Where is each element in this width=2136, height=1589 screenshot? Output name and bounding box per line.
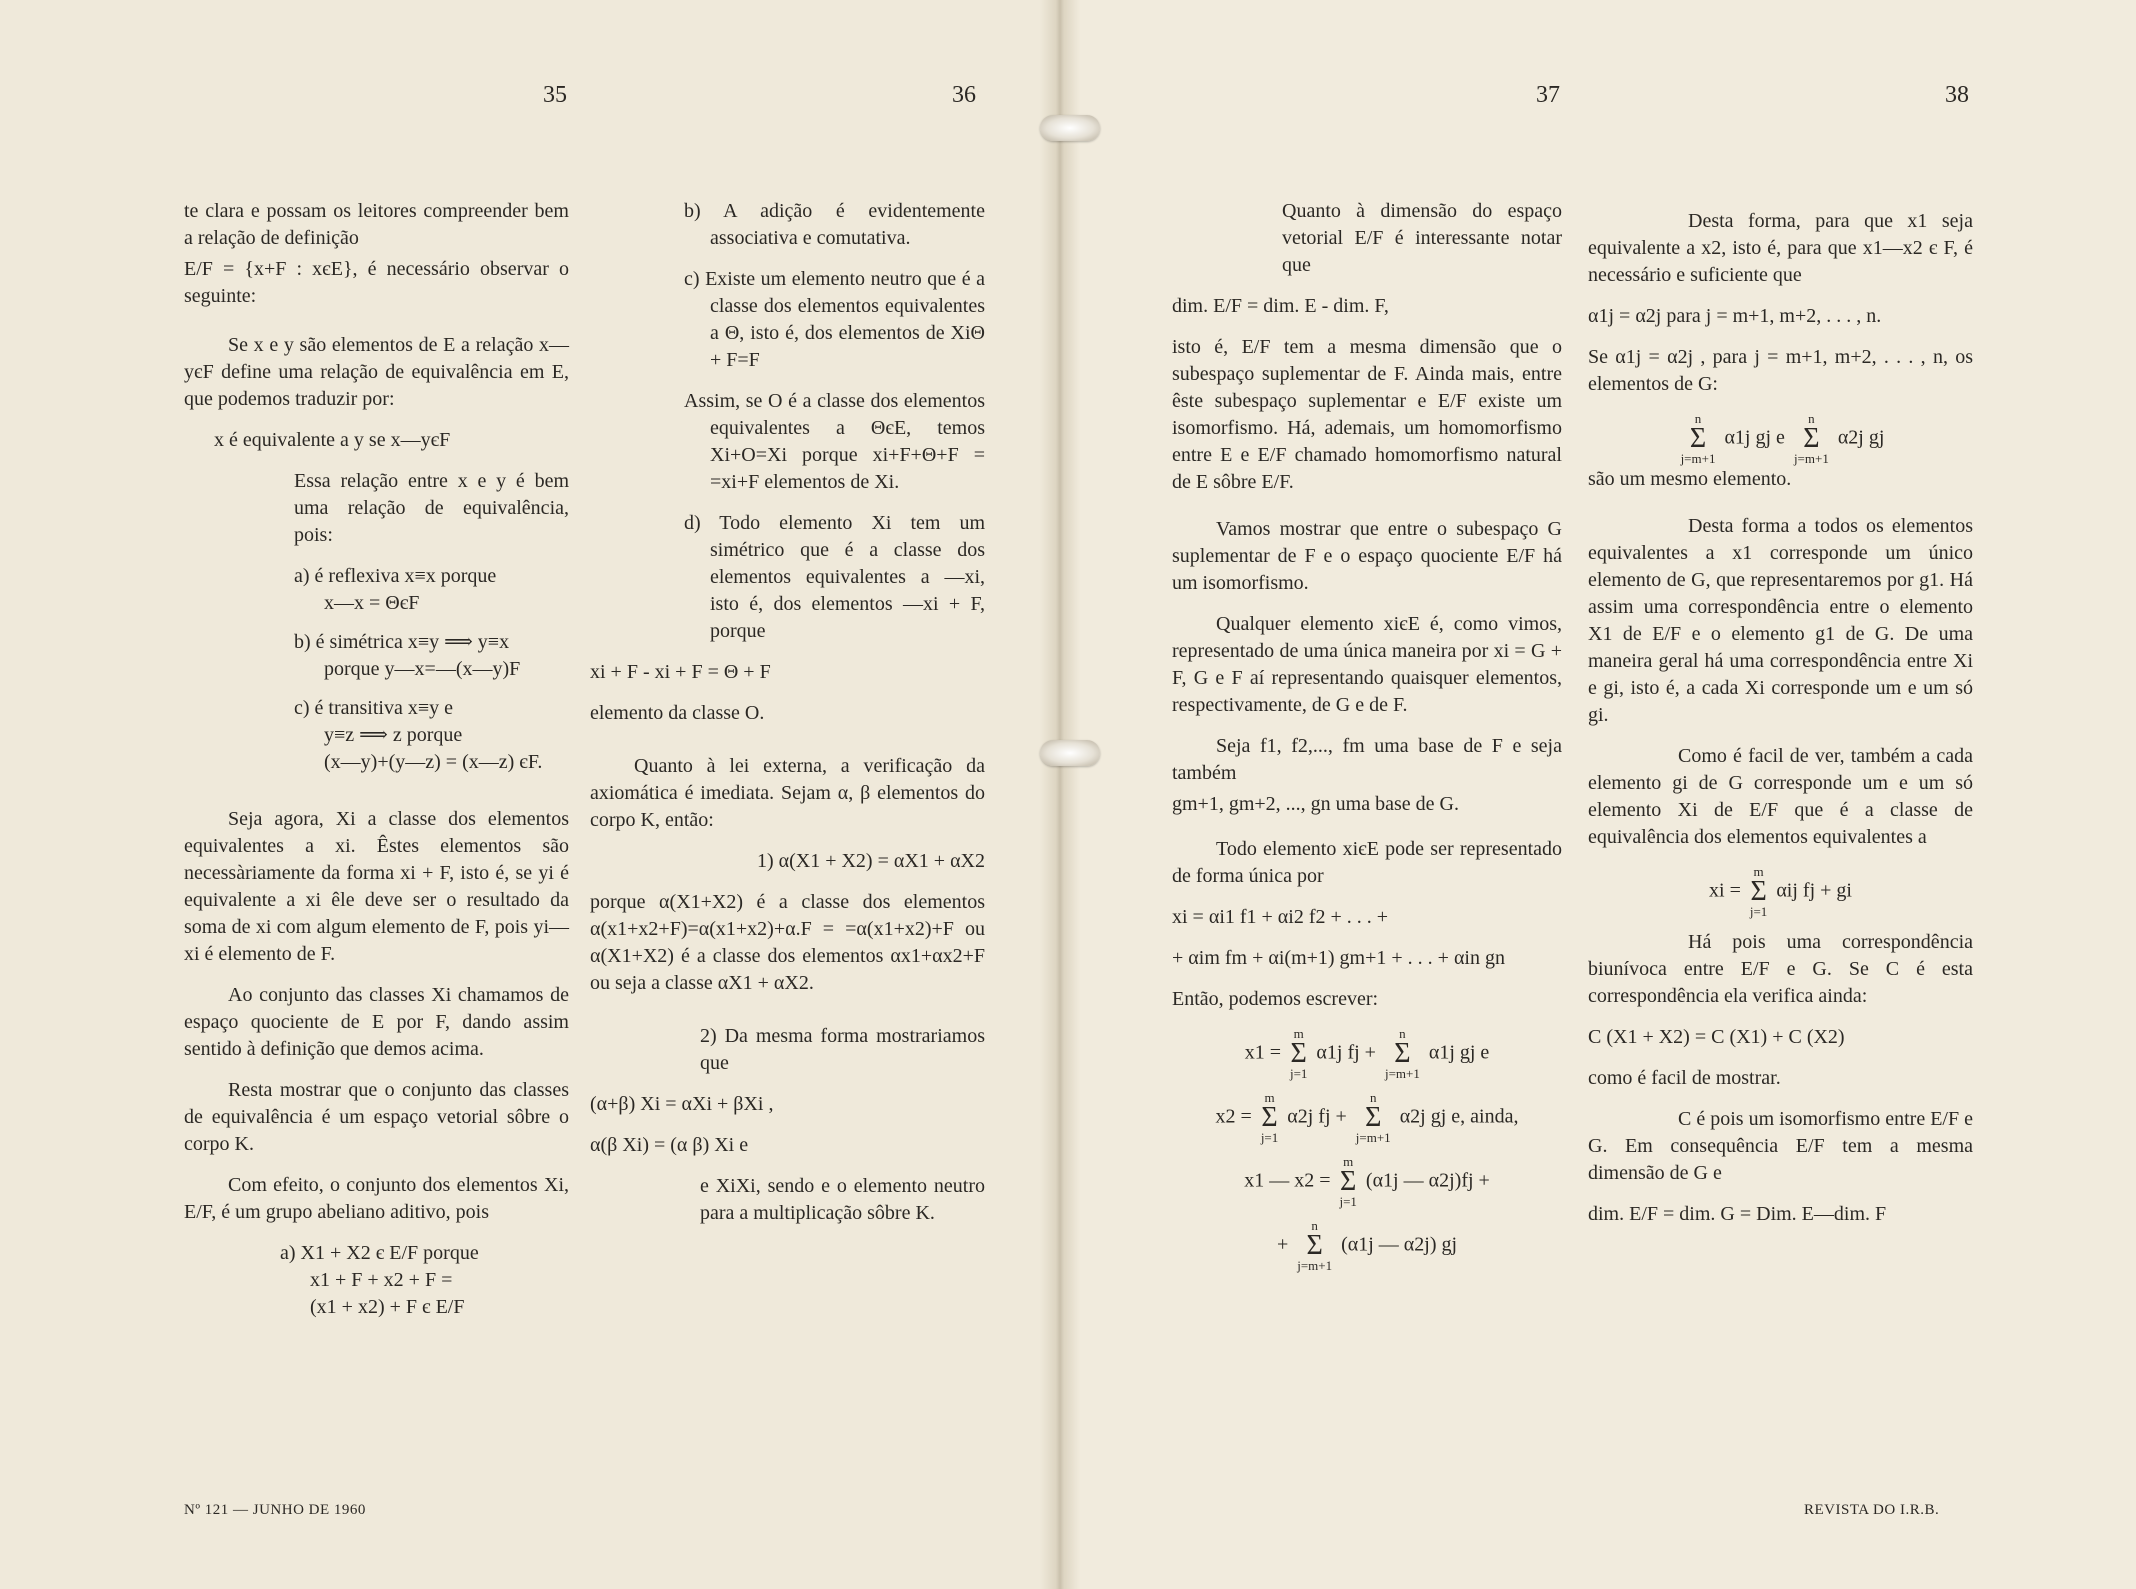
equation: xi = αi1 f1 + αi2 f2 + . . . + [1172,906,1389,928]
sum-symbol: n Σ j=m+1 [1793,411,1829,466]
paragraph: Quanto à lei externa, a verificação da axiomática é imediata. Sejam α, β elementos do corpo K, então: [590,755,985,831]
eq-lhs: x1 = [1244,1041,1281,1064]
paragraph: porque α(X1+X2) é a classe dos elementos α(x1+x2+F)=α(x1+x2)+α.F = =α(x1+x2)+F ou α(X1+X2) é a classe dos elementos αx1+αx2+F ou seja a classe αX1 + αX2. [590,891,985,994]
eq-term: α2j gj [1837,426,1885,449]
paragraph: C é pois um isomorfismo entre E/F e G. Em consequência E/F tem a mesma dimensão de G e [1588,1108,1973,1184]
paragraph: Com efeito, o conjunto dos elementos Xi, E/F, é um grupo abeliano aditivo, pois [184,1174,569,1223]
list-item: d) Todo elemento Xi tem um simétrico que é a classe dos elementos equivalentes a —xi, isto é, dos elementos —xi + F, porque [684,512,985,642]
paragraph: isto é, E/F tem a mesma dimensão que o subespaço suplementar de F. Ainda mais, entre êste subespaço suplementar e E/F existe um isomorfismo. Há, ademais, um homomorfismo entre E e E/F chamado homomorfismo natural de E sôbre E/F. [1172,336,1562,493]
equation-xi [1588,865,1973,919]
page-number-36: 36 [952,82,976,108]
paragraph: Se x e y são elementos de E a relação x—yєF define uma relação de equivalência em E, que podemos traduzir por: [184,334,569,410]
list-item: (x1 + x2) + F є E/F [310,1296,465,1318]
paragraph: Assim, se O é a classe dos elementos equivalentes a ΘєE, temos Xi+O=Xi porque xi+F+Θ+F = =xi+F elementos de Xi. [684,390,985,493]
equation: dim. E/F = dim. E - dim. F, [1172,295,1389,317]
sum-lower: j=1 [1289,1066,1308,1081]
sum-lower: j=m+1 [1297,1258,1333,1273]
list-item: y≡z ⟹ z porque [324,724,463,746]
list-item: x1 + F + x2 + F = [310,1269,453,1291]
sum-lower: j=m+1 [1680,451,1716,466]
eq-term: α2j gj e, ainda, [1399,1105,1519,1128]
sum-upper: m [1264,1090,1275,1105]
equation: dim. E/F = dim. G = Dim. E—dim. F [1588,1203,1887,1225]
paragraph: 2) Da mesma forma mostrariamos que [700,1025,985,1074]
eq-term: α2j fj + [1287,1105,1347,1128]
sum-lower: j=1 [1260,1130,1279,1145]
list-item: b) A adição é evidentemente associativa e comutativa. [684,200,985,249]
paragraph: são um mesmo elemento. [1588,468,1792,490]
page-35-column [184,198,569,1321]
paragraph: Então, podemos escrever: [1172,988,1379,1010]
page-37-column [1172,198,1562,1283]
sum-upper: m [1293,1026,1304,1041]
eq-term: α1j gj e [1428,1041,1490,1064]
binding-staple-bottom [1040,740,1100,766]
sum-lower: j=m+1 [1793,451,1829,466]
eq-term: (α1j — α2j)fj + [1365,1169,1490,1192]
paragraph: Ao conjunto das classes Xi chamamos de espaço quociente de E por F, dando assim sentido à definição que demos acima. [184,984,569,1060]
page-number-38: 38 [1945,82,1969,108]
paragraph: Quanto à dimensão do espaço vetorial E/F é interessante notar que [1282,200,1562,276]
sum-symbol: m Σ j=1 [1339,1154,1357,1209]
equation-x1 [1172,1027,1562,1081]
eq-term: α1j fj + [1316,1041,1376,1064]
list-item: x—x = ΘєF [324,592,420,614]
eq-term: α1j gj [1724,426,1772,449]
paragraph: Há pois uma correspondência biunívoca entre E/F e G. Se C é esta correspondência ela verifica ainda: [1588,931,1973,1007]
sum-lower: j=1 [1339,1194,1357,1209]
equation-x2 [1172,1091,1562,1145]
list-item: b) é simétrica x≡y ⟹ y≡x [294,631,510,653]
footer-journal: REVISTA DO I.R.B. [1804,1502,1940,1518]
sum-lower: j=m+1 [1384,1066,1420,1081]
list-item: c) é transitiva x≡y e [294,697,453,719]
list-item: a) é reflexiva x≡x porque [294,565,497,587]
sum-symbol: n Σ j=m+1 [1680,411,1716,466]
sum-symbol: n Σ j=m+1 [1384,1026,1420,1081]
paragraph: Essa relação entre x e y é bem uma relação de equivalência, pois: [294,470,569,546]
equation-definition: E/F = {x+F : xєE}, é necessário observar o seguinte: [184,258,569,307]
paragraph: e XiXi, sendo e o elemento neutro para a multiplicação sôbre K. [700,1175,985,1224]
sum-lower: j=1 [1749,904,1768,919]
list-item: a) X1 + X2 є E/F porque [280,1242,479,1264]
sum-symbol: n Σ j=m+1 [1355,1090,1391,1145]
sum-upper: n [1808,411,1815,426]
equation: xi + F - xi + F = Θ + F [590,661,771,683]
paragraph: Se α1j = α2j , para j = m+1, m+2, . . . , n, os elementos de G: [1588,346,1973,395]
paragraph: elemento da classe O. [590,702,765,724]
paragraph: Desta forma, para que x1 seja equivalente a x2, isto é, para que x1—x2 є F, é necessário e suficiente que [1588,210,1973,286]
eq-term: αij fj + gi [1776,879,1852,902]
eq-term: e [1776,426,1785,449]
paragraph: Todo elemento xiєE pode ser representado de forma única por [1172,838,1562,887]
list-item: (x—y)+(y—z) = (x—z) єF. [324,751,543,773]
eq-term: (α1j — α2j) gj [1341,1233,1458,1256]
equation-difference [1172,1155,1562,1209]
paragraph: Resta mostrar que o conjunto das classes de equivalência é um espaço vetorial sôbre o corpo K. [184,1079,569,1155]
paragraph: Desta forma a todos os elementos equivalentes a x1 corresponde um único elemento de G, que representaremos por g1. Há assim uma correspondência entre o elemento X1 de E/F e o elemento g1 de G. De uma maneira geral há uma correspondência entre Xi e gi, isto é, a cada Xi corresponde um e um só gi. [1588,515,1973,726]
sum-symbol: m Σ j=1 [1749,864,1768,919]
page-number-37: 37 [1536,82,1560,108]
sum-symbol: n Σ j=m+1 [1297,1218,1333,1273]
paragraph: como é facil de mostrar. [1588,1067,1781,1089]
list-item: c) Existe um elemento neutro que é a classe dos elementos equivalentes a Θ, isto é, dos elementos de XiΘ + F=F [684,268,985,371]
equation: 1) α(X1 + X2) = αX1 + αX2 [756,850,985,872]
paragraph: Qualquer elemento xiєE é, como vimos, representado de uma única maneira por xi = G + F, G e F aí representando quaisquer elementos, respectivamente, de G e de F. [1172,613,1562,716]
equation: + αim fm + αi(m+1) gm+1 + . . . + αin gn [1172,947,1505,969]
page-38-column [1588,208,1973,1242]
footer-issue: Nº 121 — JUNHO DE 1960 [184,1502,366,1518]
sum-upper: n [1311,1218,1318,1233]
sum-upper: n [1694,411,1702,426]
sum-symbol: m Σ j=1 [1289,1026,1308,1081]
paragraph: Seja f1, f2,..., fm uma base de F e seja também [1172,735,1562,784]
sum-upper: m [1753,864,1764,879]
book-gutter [1040,0,1080,1589]
eq-lhs: x1 — x2 = [1244,1169,1331,1192]
paragraph: Vamos mostrar que entre o subespaço G suplementar de F e o espaço quociente E/F há um isomorfismo. [1172,518,1562,594]
sum-upper: n [1369,1090,1377,1105]
equation-difference-cont: + n Σ j=m+1 (α1j — α2j) gj [1276,1218,1458,1273]
eq-lhs: xi = [1709,879,1741,902]
equation-sums [1588,412,1973,466]
equation: C (X1 + X2) = C (X1) + C (X2) [1588,1026,1845,1048]
eq-lhs: x2 = [1215,1105,1252,1128]
equation: (α+β) Xi = αXi + βXi , [590,1093,774,1115]
page-36-column [590,198,985,1241]
sum-upper: n [1399,1026,1406,1041]
sum-lower: j=m+1 [1355,1130,1391,1145]
paragraph: te clara e possam os leitores compreender bem a relação de definição [184,200,569,249]
binding-staple-top [1040,115,1100,141]
equation: α1j = α2j para j = m+1, m+2, . . . , n. [1588,305,1882,327]
equation: gm+1, gm+2, ..., gn uma base de G. [1172,793,1459,815]
relation-statement: x é equivalente a y se x—yєF [214,429,451,451]
paragraph: Como é facil de ver, também a cada elemento gi de G corresponde um e um só elemento Xi de E/F que é a classe de equivalência dos elementos equivalentes a [1588,745,1973,848]
sum-symbol: m Σ j=1 [1260,1090,1279,1145]
equation: α(β Xi) = (α β) Xi e [590,1134,749,1156]
page-number-35: 35 [543,82,567,108]
paragraph: Seja agora, Xi a classe dos elementos equivalentes a xi. Êstes elementos são necessàriamente da forma xi + F, isto é, se yi é equivalente a xi êle deve ser o resultado da soma de xi com algum elemento de F, pois yi—xi é elemento de F. [184,808,569,965]
sum-upper: m [1343,1154,1354,1169]
list-item: porque y—x=—(x—y)F [324,658,521,680]
